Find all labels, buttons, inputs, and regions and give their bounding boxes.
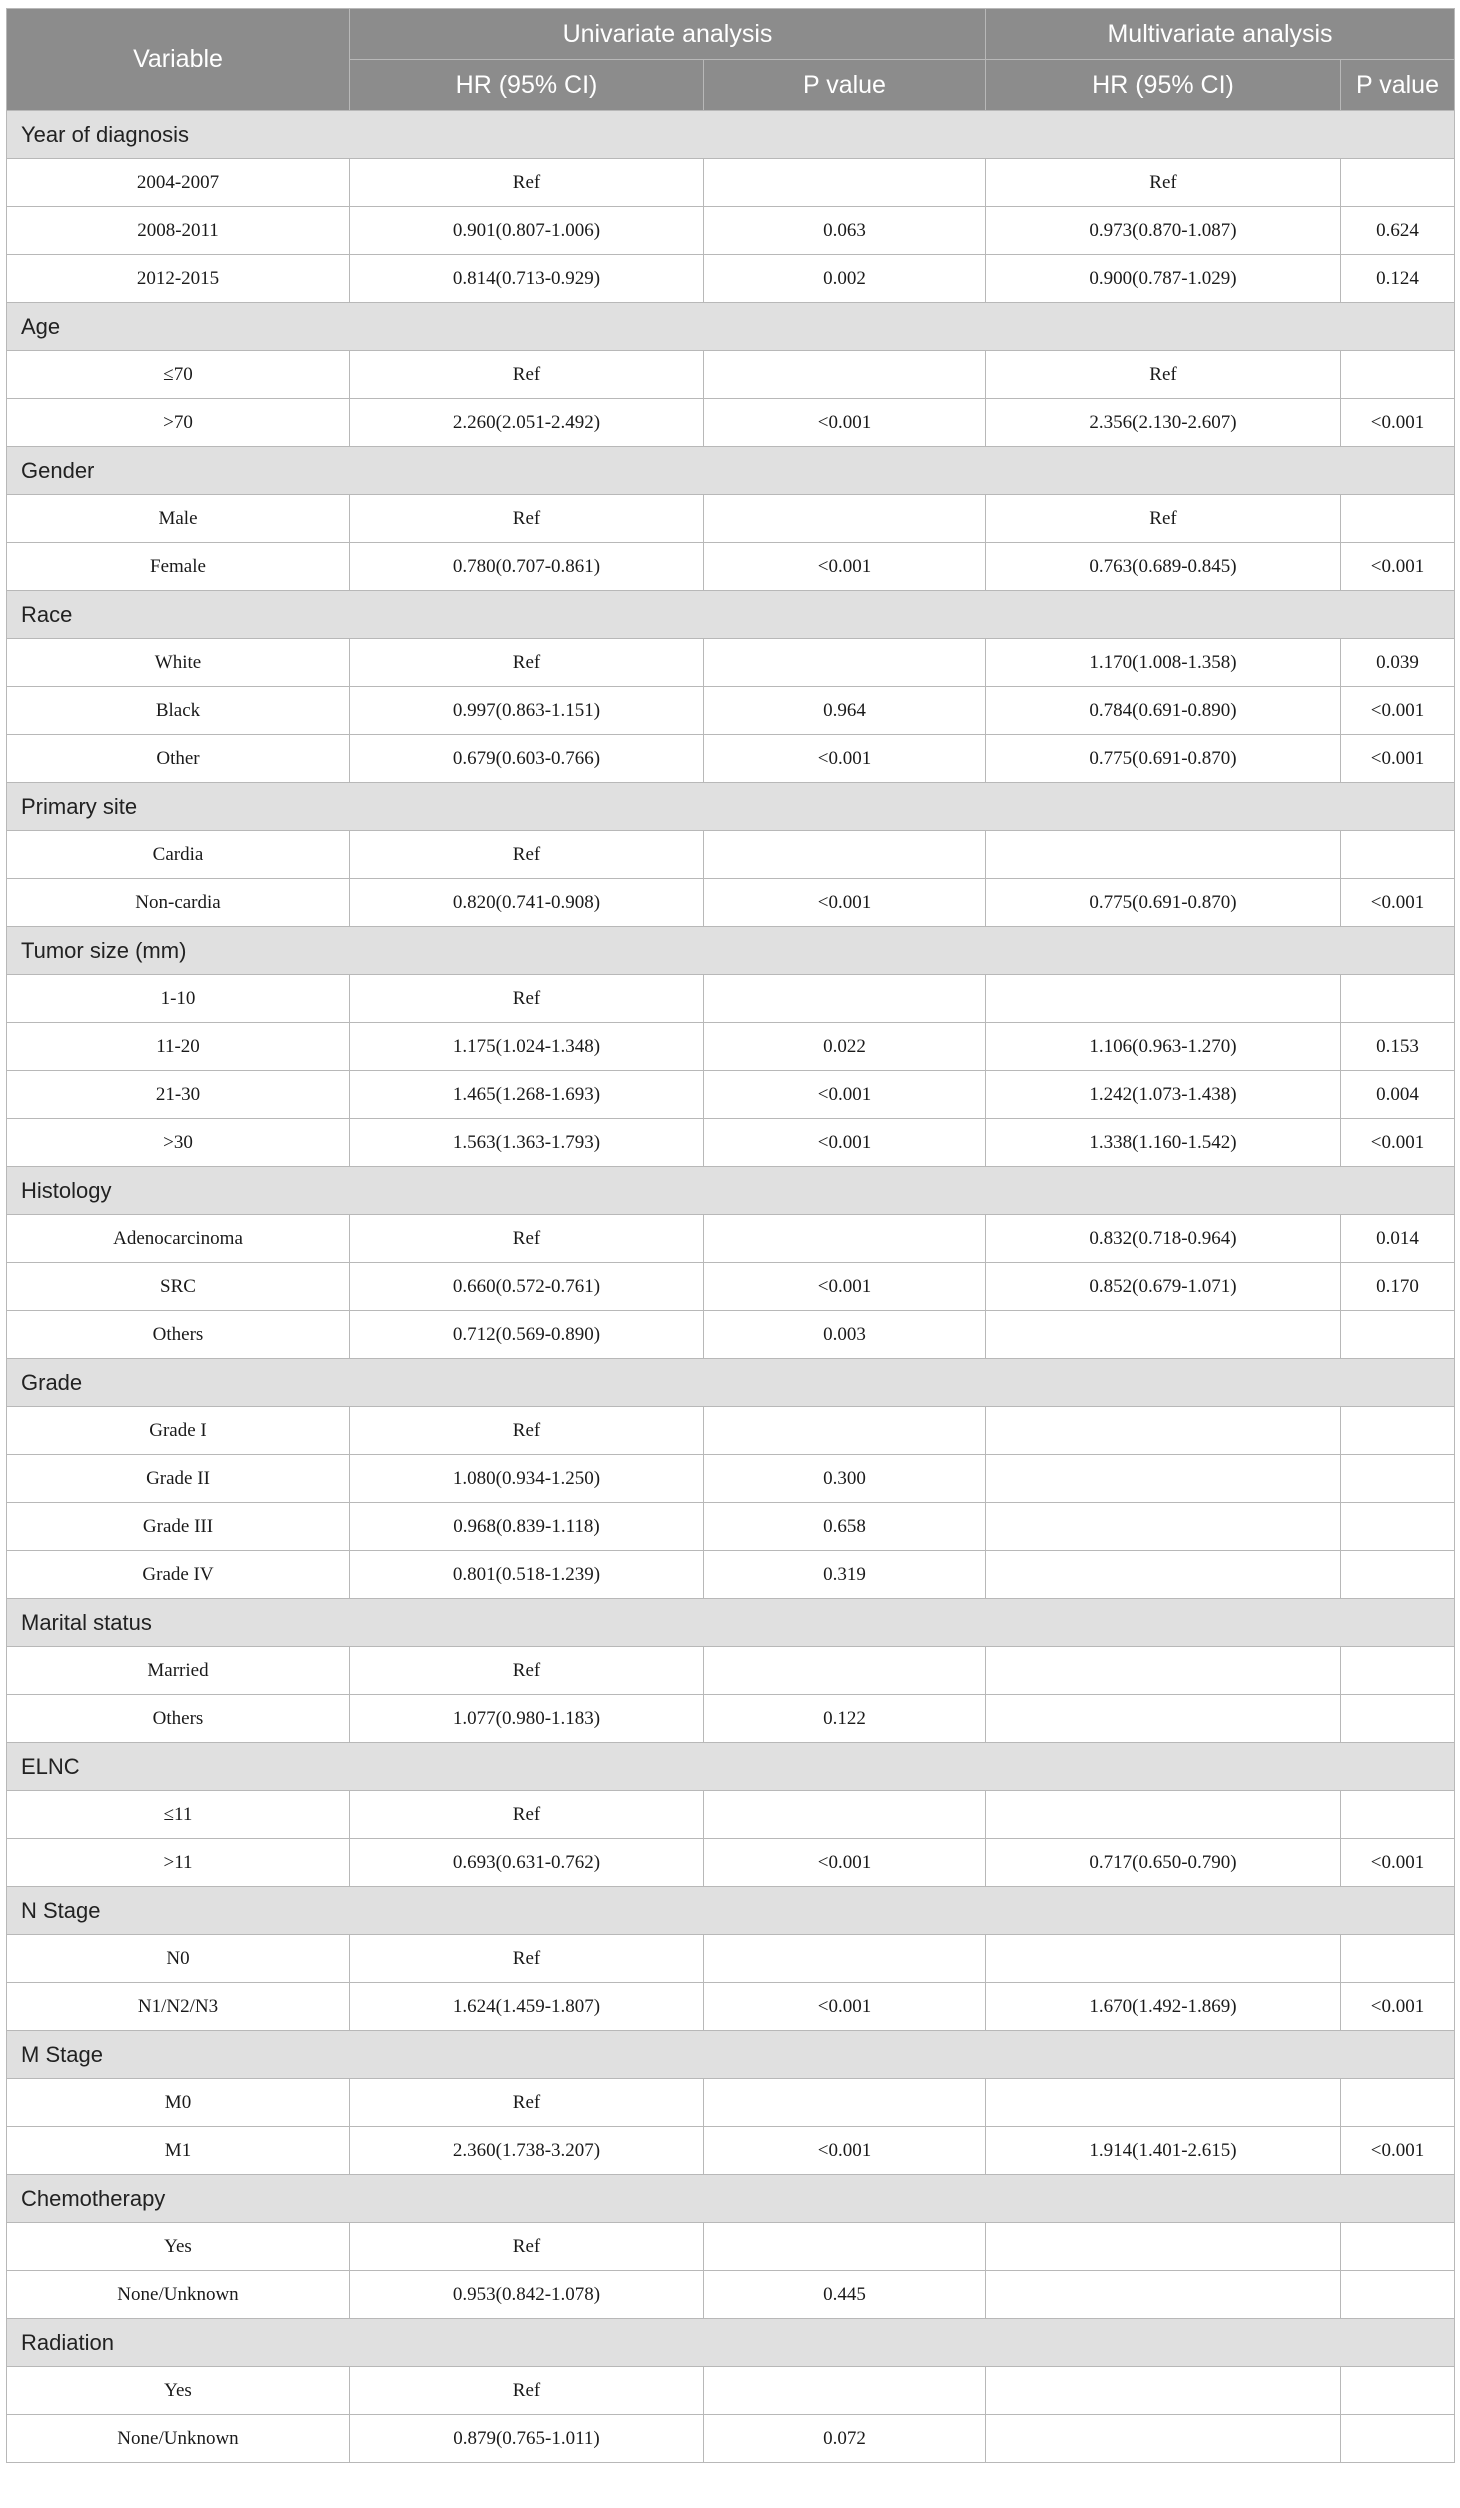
table-row xyxy=(7,2127,1455,2175)
multivariate-p-cell xyxy=(1341,1647,1455,1695)
univariate-hr-cell: 0.879(0.765-1.011) xyxy=(350,2415,704,2463)
univariate-hr-cell: 0.660(0.572-0.761) xyxy=(350,1263,704,1311)
category-row xyxy=(7,1743,1455,1791)
univariate-p-cell: <0.001 xyxy=(704,1839,986,1887)
univariate-hr-cell: Ref xyxy=(350,2223,704,2271)
multivariate-hr-cell: 1.242(1.073-1.438) xyxy=(986,1071,1341,1119)
univariate-p-cell: 0.122 xyxy=(704,1695,986,1743)
multivariate-hr-cell xyxy=(986,1503,1341,1551)
category-label: Grade xyxy=(7,1359,1455,1407)
category-row xyxy=(7,1887,1455,1935)
table-body xyxy=(7,111,1455,2463)
univariate-hr-cell: 1.080(0.934-1.250) xyxy=(350,1455,704,1503)
category-row xyxy=(7,303,1455,351)
univariate-p-cell xyxy=(704,1791,986,1839)
univariate-header: Univariate analysis xyxy=(350,9,986,60)
univariate-p-cell xyxy=(704,975,986,1023)
variable-header: Variable xyxy=(7,9,350,111)
univariate-p-cell: 0.063 xyxy=(704,207,986,255)
univariate-p-cell: <0.001 xyxy=(704,735,986,783)
univariate-hr-cell: 1.624(1.459-1.807) xyxy=(350,1983,704,2031)
multivariate-p-cell: 0.153 xyxy=(1341,1023,1455,1071)
multivariate-p-cell: <0.001 xyxy=(1341,2127,1455,2175)
univariate-hr-cell: 1.465(1.268-1.693) xyxy=(350,1071,704,1119)
category-label: Race xyxy=(7,591,1455,639)
table-row xyxy=(7,399,1455,447)
category-label: Primary site xyxy=(7,783,1455,831)
variable-level-cell: >11 xyxy=(7,1839,350,1887)
category-row xyxy=(7,1359,1455,1407)
variable-level-cell: Yes xyxy=(7,2367,350,2415)
variable-level-cell: Grade II xyxy=(7,1455,350,1503)
multivariate-p-cell: 0.624 xyxy=(1341,207,1455,255)
table-row xyxy=(7,2367,1455,2415)
variable-level-cell: Adenocarcinoma xyxy=(7,1215,350,1263)
univariate-p-cell: <0.001 xyxy=(704,1071,986,1119)
table-row xyxy=(7,495,1455,543)
univariate-p-cell: 0.002 xyxy=(704,255,986,303)
multivariate-p-cell xyxy=(1341,1551,1455,1599)
univariate-hr-cell: 0.780(0.707-0.861) xyxy=(350,543,704,591)
univariate-hr-cell: Ref xyxy=(350,639,704,687)
univariate-hr-cell: 0.679(0.603-0.766) xyxy=(350,735,704,783)
univariate-p-cell: 0.072 xyxy=(704,2415,986,2463)
multivariate-hr-cell xyxy=(986,1455,1341,1503)
multivariate-p-cell xyxy=(1341,159,1455,207)
table-row xyxy=(7,1119,1455,1167)
table-row xyxy=(7,1551,1455,1599)
univariate-p-cell xyxy=(704,159,986,207)
multivariate-hr-cell xyxy=(986,975,1341,1023)
variable-level-cell: None/Unknown xyxy=(7,2415,350,2463)
variable-level-cell: 2012-2015 xyxy=(7,255,350,303)
category-row xyxy=(7,591,1455,639)
multivariate-p-cell xyxy=(1341,2223,1455,2271)
univariate-hr-cell: 0.968(0.839-1.118) xyxy=(350,1503,704,1551)
univariate-hr-cell: 2.360(1.738-3.207) xyxy=(350,2127,704,2175)
multivariate-hr-cell: 1.914(1.401-2.615) xyxy=(986,2127,1341,2175)
univariate-p-cell: 0.964 xyxy=(704,687,986,735)
multivariate-hr-cell xyxy=(986,1551,1341,1599)
univariate-hr-cell: 0.693(0.631-0.762) xyxy=(350,1839,704,1887)
univariate-hr-header: HR (95% CI) xyxy=(350,60,704,111)
multivariate-p-cell: <0.001 xyxy=(1341,1119,1455,1167)
table-row xyxy=(7,879,1455,927)
univariate-p-cell xyxy=(704,1647,986,1695)
univariate-hr-cell: 0.814(0.713-0.929) xyxy=(350,255,704,303)
multivariate-hr-cell: 0.775(0.691-0.870) xyxy=(986,735,1341,783)
univariate-hr-cell: Ref xyxy=(350,1791,704,1839)
table-row xyxy=(7,543,1455,591)
variable-level-cell: Others xyxy=(7,1311,350,1359)
univariate-hr-cell: 0.820(0.741-0.908) xyxy=(350,879,704,927)
univariate-hr-cell: 0.901(0.807-1.006) xyxy=(350,207,704,255)
category-row xyxy=(7,2319,1455,2367)
univariate-p-cell: 0.319 xyxy=(704,1551,986,1599)
univariate-p-cell xyxy=(704,2367,986,2415)
multivariate-hr-cell xyxy=(986,1695,1341,1743)
multivariate-p-cell xyxy=(1341,1311,1455,1359)
multivariate-hr-cell xyxy=(986,1647,1341,1695)
univariate-p-header: P value xyxy=(704,60,986,111)
multivariate-hr-cell: Ref xyxy=(986,495,1341,543)
multivariate-hr-cell: 1.338(1.160-1.542) xyxy=(986,1119,1341,1167)
univariate-hr-cell: Ref xyxy=(350,2367,704,2415)
multivariate-p-cell: 0.004 xyxy=(1341,1071,1455,1119)
variable-level-cell: Grade III xyxy=(7,1503,350,1551)
univariate-hr-cell: Ref xyxy=(350,1935,704,1983)
variable-level-cell: Female xyxy=(7,543,350,591)
multivariate-hr-cell: 0.784(0.691-0.890) xyxy=(986,687,1341,735)
multivariate-hr-cell: 0.717(0.650-0.790) xyxy=(986,1839,1341,1887)
variable-level-cell: M1 xyxy=(7,2127,350,2175)
multivariate-hr-cell: 1.170(1.008-1.358) xyxy=(986,639,1341,687)
univariate-p-cell xyxy=(704,1407,986,1455)
table-row xyxy=(7,1455,1455,1503)
univariate-hr-cell: 0.997(0.863-1.151) xyxy=(350,687,704,735)
univariate-hr-cell: 0.953(0.842-1.078) xyxy=(350,2271,704,2319)
univariate-hr-cell: Ref xyxy=(350,1407,704,1455)
univariate-p-cell: <0.001 xyxy=(704,1983,986,2031)
multivariate-p-cell: <0.001 xyxy=(1341,879,1455,927)
table-header xyxy=(7,9,1455,111)
multivariate-p-cell: <0.001 xyxy=(1341,735,1455,783)
table-row xyxy=(7,1023,1455,1071)
category-row xyxy=(7,2031,1455,2079)
multivariate-p-cell: 0.170 xyxy=(1341,1263,1455,1311)
multivariate-p-cell xyxy=(1341,495,1455,543)
multivariate-p-header: P value xyxy=(1341,60,1455,111)
category-label: Histology xyxy=(7,1167,1455,1215)
category-label: N Stage xyxy=(7,1887,1455,1935)
multivariate-p-cell xyxy=(1341,831,1455,879)
category-row xyxy=(7,1599,1455,1647)
multivariate-p-cell xyxy=(1341,351,1455,399)
table-row xyxy=(7,831,1455,879)
category-label: Radiation xyxy=(7,2319,1455,2367)
multivariate-p-cell: <0.001 xyxy=(1341,1839,1455,1887)
multivariate-hr-cell xyxy=(986,831,1341,879)
univariate-hr-cell: 0.801(0.518-1.239) xyxy=(350,1551,704,1599)
variable-level-cell: >70 xyxy=(7,399,350,447)
category-label: ELNC xyxy=(7,1743,1455,1791)
univariate-hr-cell: Ref xyxy=(350,2079,704,2127)
univariate-p-cell: <0.001 xyxy=(704,1263,986,1311)
table-row xyxy=(7,207,1455,255)
variable-level-cell: Married xyxy=(7,1647,350,1695)
variable-level-cell: N0 xyxy=(7,1935,350,1983)
univariate-hr-cell: Ref xyxy=(350,1647,704,1695)
variable-level-cell: Male xyxy=(7,495,350,543)
table-row xyxy=(7,1263,1455,1311)
univariate-p-cell xyxy=(704,639,986,687)
univariate-p-cell: <0.001 xyxy=(704,879,986,927)
category-label: Marital status xyxy=(7,1599,1455,1647)
multivariate-hr-cell xyxy=(986,1407,1341,1455)
univariate-p-cell xyxy=(704,351,986,399)
multivariate-hr-cell xyxy=(986,2415,1341,2463)
multivariate-p-cell xyxy=(1341,2415,1455,2463)
multivariate-p-cell xyxy=(1341,1935,1455,1983)
category-row xyxy=(7,111,1455,159)
variable-level-cell: >30 xyxy=(7,1119,350,1167)
category-label: Age xyxy=(7,303,1455,351)
multivariate-hr-header: HR (95% CI) xyxy=(986,60,1341,111)
multivariate-p-cell xyxy=(1341,1407,1455,1455)
multivariate-hr-cell: 0.775(0.691-0.870) xyxy=(986,879,1341,927)
univariate-p-cell: 0.658 xyxy=(704,1503,986,1551)
multivariate-hr-cell: 1.670(1.492-1.869) xyxy=(986,1983,1341,2031)
multivariate-p-cell xyxy=(1341,2079,1455,2127)
multivariate-p-cell xyxy=(1341,1455,1455,1503)
multivariate-header: Multivariate analysis xyxy=(986,9,1455,60)
variable-level-cell: 21-30 xyxy=(7,1071,350,1119)
variable-level-cell: None/Unknown xyxy=(7,2271,350,2319)
category-label: Tumor size (mm) xyxy=(7,927,1455,975)
univariate-hr-cell: Ref xyxy=(350,975,704,1023)
category-row xyxy=(7,2175,1455,2223)
variable-level-cell: SRC xyxy=(7,1263,350,1311)
univariate-hr-cell: 0.712(0.569-0.890) xyxy=(350,1311,704,1359)
univariate-hr-cell: 1.563(1.363-1.793) xyxy=(350,1119,704,1167)
univariate-p-cell: 0.300 xyxy=(704,1455,986,1503)
table-row xyxy=(7,687,1455,735)
table-row xyxy=(7,351,1455,399)
multivariate-p-cell xyxy=(1341,2367,1455,2415)
category-label: M Stage xyxy=(7,2031,1455,2079)
univariate-p-cell xyxy=(704,495,986,543)
table-row xyxy=(7,2271,1455,2319)
multivariate-hr-cell xyxy=(986,2271,1341,2319)
multivariate-p-cell: 0.039 xyxy=(1341,639,1455,687)
table-row xyxy=(7,1935,1455,1983)
variable-level-cell: N1/N2/N3 xyxy=(7,1983,350,2031)
multivariate-p-cell xyxy=(1341,2271,1455,2319)
variable-level-cell: White xyxy=(7,639,350,687)
univariate-p-cell xyxy=(704,2223,986,2271)
multivariate-p-cell xyxy=(1341,1503,1455,1551)
univariate-hr-cell: 1.077(0.980-1.183) xyxy=(350,1695,704,1743)
univariate-p-cell xyxy=(704,1935,986,1983)
table-row xyxy=(7,735,1455,783)
univariate-hr-cell: 1.175(1.024-1.348) xyxy=(350,1023,704,1071)
header-row-top xyxy=(7,9,1455,60)
multivariate-p-cell: <0.001 xyxy=(1341,1983,1455,2031)
multivariate-p-cell: 0.124 xyxy=(1341,255,1455,303)
variable-level-cell: Black xyxy=(7,687,350,735)
multivariate-hr-cell: 0.973(0.870-1.087) xyxy=(986,207,1341,255)
multivariate-hr-cell: 0.900(0.787-1.029) xyxy=(986,255,1341,303)
multivariate-hr-cell xyxy=(986,2223,1341,2271)
table-row xyxy=(7,1983,1455,2031)
category-label: Gender xyxy=(7,447,1455,495)
category-label: Year of diagnosis xyxy=(7,111,1455,159)
multivariate-p-cell xyxy=(1341,1695,1455,1743)
variable-level-cell: 2004-2007 xyxy=(7,159,350,207)
table-row xyxy=(7,255,1455,303)
multivariate-hr-cell xyxy=(986,2079,1341,2127)
variable-level-cell: Non-cardia xyxy=(7,879,350,927)
variable-level-cell: Others xyxy=(7,1695,350,1743)
univariate-hr-cell: Ref xyxy=(350,159,704,207)
category-row xyxy=(7,447,1455,495)
cox-regression-table xyxy=(6,8,1455,2463)
multivariate-hr-cell xyxy=(986,1935,1341,1983)
univariate-p-cell: <0.001 xyxy=(704,399,986,447)
table-row xyxy=(7,159,1455,207)
variable-level-cell: 11-20 xyxy=(7,1023,350,1071)
category-row xyxy=(7,927,1455,975)
univariate-hr-cell: Ref xyxy=(350,1215,704,1263)
multivariate-hr-cell xyxy=(986,2367,1341,2415)
multivariate-p-cell: <0.001 xyxy=(1341,399,1455,447)
multivariate-hr-cell: 0.832(0.718-0.964) xyxy=(986,1215,1341,1263)
univariate-p-cell xyxy=(704,831,986,879)
multivariate-hr-cell: 0.852(0.679-1.071) xyxy=(986,1263,1341,1311)
variable-level-cell: Yes xyxy=(7,2223,350,2271)
table-row xyxy=(7,1791,1455,1839)
univariate-hr-cell: 2.260(2.051-2.492) xyxy=(350,399,704,447)
univariate-p-cell: 0.003 xyxy=(704,1311,986,1359)
table-row xyxy=(7,2415,1455,2463)
table-row xyxy=(7,1647,1455,1695)
univariate-hr-cell: Ref xyxy=(350,831,704,879)
table-row xyxy=(7,1071,1455,1119)
univariate-p-cell: <0.001 xyxy=(704,1119,986,1167)
category-label: Chemotherapy xyxy=(7,2175,1455,2223)
multivariate-p-cell xyxy=(1341,975,1455,1023)
multivariate-hr-cell: Ref xyxy=(986,159,1341,207)
multivariate-hr-cell: 0.763(0.689-0.845) xyxy=(986,543,1341,591)
univariate-p-cell: <0.001 xyxy=(704,543,986,591)
table-row xyxy=(7,1215,1455,1263)
table-row xyxy=(7,1311,1455,1359)
variable-level-cell: Grade IV xyxy=(7,1551,350,1599)
category-row xyxy=(7,1167,1455,1215)
table-row xyxy=(7,2223,1455,2271)
table-row xyxy=(7,1695,1455,1743)
category-row xyxy=(7,783,1455,831)
multivariate-hr-cell: Ref xyxy=(986,351,1341,399)
univariate-hr-cell: Ref xyxy=(350,495,704,543)
variable-level-cell: 1-10 xyxy=(7,975,350,1023)
univariate-hr-cell: Ref xyxy=(350,351,704,399)
multivariate-p-cell: <0.001 xyxy=(1341,687,1455,735)
univariate-p-cell: 0.022 xyxy=(704,1023,986,1071)
table-row xyxy=(7,1407,1455,1455)
variable-level-cell: Other xyxy=(7,735,350,783)
multivariate-p-cell: 0.014 xyxy=(1341,1215,1455,1263)
multivariate-p-cell xyxy=(1341,1791,1455,1839)
variable-level-cell: Grade I xyxy=(7,1407,350,1455)
multivariate-hr-cell: 2.356(2.130-2.607) xyxy=(986,399,1341,447)
multivariate-p-cell: <0.001 xyxy=(1341,543,1455,591)
variable-level-cell: M0 xyxy=(7,2079,350,2127)
multivariate-hr-cell xyxy=(986,1791,1341,1839)
univariate-p-cell: 0.445 xyxy=(704,2271,986,2319)
table-row xyxy=(7,639,1455,687)
univariate-p-cell xyxy=(704,2079,986,2127)
variable-level-cell: ≤70 xyxy=(7,351,350,399)
table-row xyxy=(7,975,1455,1023)
variable-level-cell: Cardia xyxy=(7,831,350,879)
variable-level-cell: 2008-2011 xyxy=(7,207,350,255)
table-row xyxy=(7,1839,1455,1887)
univariate-p-cell: <0.001 xyxy=(704,2127,986,2175)
univariate-p-cell xyxy=(704,1215,986,1263)
table-row xyxy=(7,2079,1455,2127)
variable-level-cell: ≤11 xyxy=(7,1791,350,1839)
multivariate-hr-cell xyxy=(986,1311,1341,1359)
multivariate-hr-cell: 1.106(0.963-1.270) xyxy=(986,1023,1341,1071)
table-row xyxy=(7,1503,1455,1551)
